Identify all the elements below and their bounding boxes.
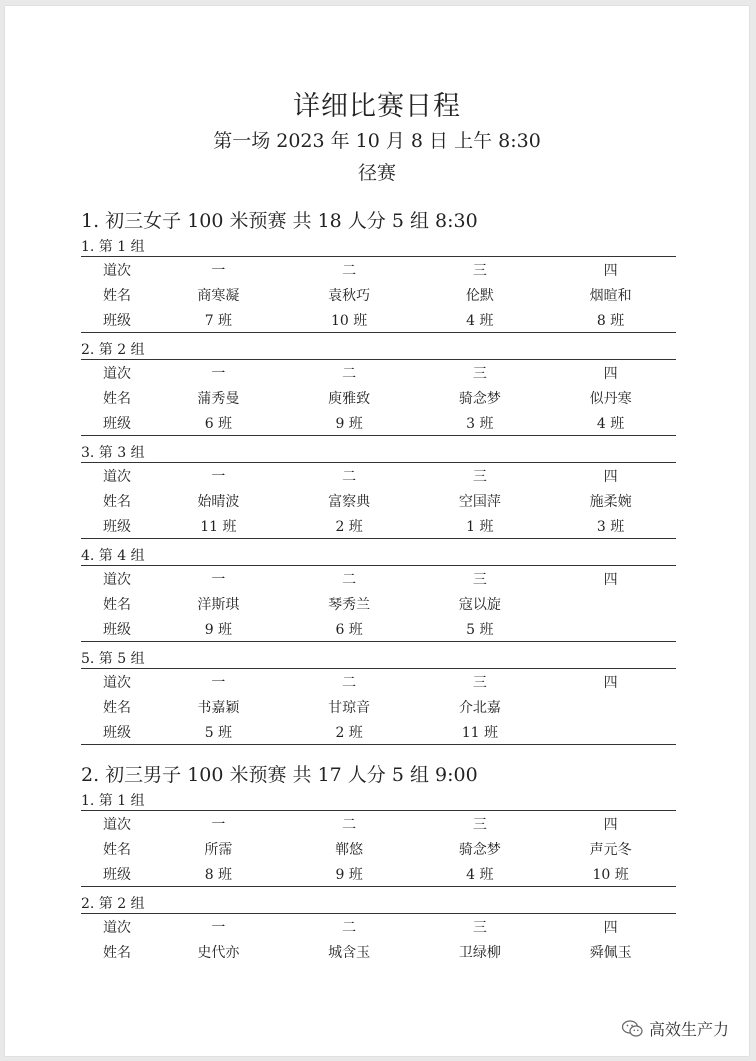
table-cell: 琴秀兰 — [328, 596, 371, 613]
table-cell: 二 — [342, 468, 357, 485]
table-cell: 四 — [603, 919, 618, 936]
table-cell: 甘琼音 — [328, 699, 371, 716]
row-label: 姓名 — [103, 944, 131, 961]
table-cell: 11 班 — [200, 518, 237, 535]
table-cell: 二 — [342, 571, 357, 588]
heat-group — [81, 444, 676, 539]
table-cell: 三 — [472, 365, 487, 382]
table-cell: 商寒凝 — [197, 287, 240, 304]
row-label: 班级 — [103, 518, 131, 535]
group-label: 5. 第 5 组 — [81, 651, 145, 667]
row-label: 班级 — [103, 866, 131, 883]
table-cell: 一 — [211, 365, 226, 382]
table-cell: 二 — [342, 365, 357, 382]
lane-row — [81, 257, 676, 283]
table-cell: 伦默 — [465, 287, 494, 304]
class-row — [81, 410, 676, 436]
table-cell: 8 班 — [204, 866, 233, 883]
watermark-text: 高效生产力 — [648, 1020, 729, 1039]
table-cell: 三 — [472, 816, 487, 833]
table-cell — [545, 616, 676, 642]
heat-table — [81, 913, 676, 964]
table-cell: 4 班 — [466, 866, 494, 883]
name-row — [81, 836, 676, 861]
table-cell: 骑念梦 — [458, 390, 501, 407]
table-cell: 3 班 — [466, 415, 494, 432]
event-title: 1. 初三女子 100 米预赛 共 18 人分 5 组 8:30 — [81, 210, 478, 232]
table-cell: 11 班 — [461, 724, 498, 741]
group-label: 3. 第 3 组 — [81, 445, 145, 461]
lane-row — [81, 811, 676, 837]
table-cell: 1 班 — [466, 518, 494, 535]
class-row — [81, 719, 676, 745]
table-cell: 四 — [603, 674, 618, 691]
table-cell — [545, 591, 676, 616]
table-cell: 一 — [211, 674, 226, 691]
lane-row — [81, 566, 676, 592]
table-cell: 施柔婉 — [589, 493, 632, 510]
name-row — [81, 694, 676, 719]
row-label: 道次 — [103, 674, 131, 691]
table-cell: 四 — [603, 571, 618, 588]
table-cell: 城含玉 — [328, 944, 371, 961]
table-cell: 所霈 — [204, 841, 233, 858]
group-label: 2. 第 2 组 — [81, 342, 145, 358]
row-label: 姓名 — [103, 699, 131, 716]
name-row — [81, 385, 676, 410]
heat-table — [81, 668, 676, 745]
row-label: 班级 — [103, 415, 131, 432]
watermark — [621, 1017, 729, 1040]
row-label: 道次 — [103, 262, 131, 279]
table-cell: 介北嘉 — [458, 699, 501, 716]
row-label: 道次 — [103, 571, 131, 588]
table-cell: 袁秋巧 — [328, 287, 371, 304]
table-cell: 一 — [211, 919, 226, 936]
table-cell: 10 班 — [592, 866, 629, 883]
category-heading: 径赛 — [357, 162, 396, 184]
table-cell: 四 — [603, 468, 618, 485]
table-cell: 二 — [342, 816, 357, 833]
heat-table — [81, 256, 676, 333]
table-cell: 空国萍 — [458, 493, 501, 510]
table-cell: 三 — [472, 571, 487, 588]
table-cell: 一 — [211, 571, 226, 588]
class-row — [81, 513, 676, 539]
table-cell: 蒲秀曼 — [197, 390, 240, 407]
table-cell: 庾雅致 — [328, 390, 371, 407]
table-cell: 二 — [342, 674, 357, 691]
table-cell: 三 — [472, 468, 487, 485]
table-cell: 三 — [472, 262, 487, 279]
table-cell: 4 班 — [466, 312, 494, 329]
heat-table — [81, 565, 676, 642]
lane-row — [81, 463, 676, 489]
lane-row — [81, 669, 676, 695]
table-cell: 二 — [342, 919, 357, 936]
row-label: 班级 — [103, 621, 131, 638]
table-cell: 一 — [211, 468, 226, 485]
table-cell: 5 班 — [466, 621, 494, 638]
row-label: 姓名 — [103, 390, 131, 407]
table-cell: 郸悠 — [335, 841, 364, 858]
name-row — [81, 282, 676, 307]
table-cell: 三 — [472, 919, 487, 936]
table-cell: 声元冬 — [589, 841, 632, 858]
table-cell: 9 班 — [204, 621, 233, 638]
table-cell: 四 — [603, 365, 618, 382]
row-label: 道次 — [103, 365, 131, 382]
table-cell: 一 — [211, 262, 226, 279]
document-page — [5, 6, 749, 1056]
row-label: 道次 — [103, 468, 131, 485]
name-row — [81, 591, 676, 616]
table-cell: 骑念梦 — [458, 841, 501, 858]
group-label: 1. 第 1 组 — [81, 793, 145, 809]
table-cell: 洋斯琪 — [197, 596, 240, 613]
group-label: 4. 第 4 组 — [81, 548, 145, 564]
heat-table — [81, 359, 676, 436]
row-label: 班级 — [103, 312, 131, 329]
table-cell: 6 班 — [335, 621, 363, 638]
table-cell: 寇以旋 — [458, 596, 501, 613]
table-cell: 2 班 — [335, 724, 363, 741]
table-cell: 烟暄和 — [589, 287, 632, 304]
row-label: 道次 — [103, 816, 131, 833]
table-cell: 一 — [211, 816, 226, 833]
table-cell: 始晴波 — [197, 493, 240, 510]
table-cell: 8 班 — [596, 312, 625, 329]
table-cell: 三 — [472, 674, 487, 691]
table-cell: 3 班 — [596, 518, 625, 535]
table-cell: 4 班 — [596, 415, 625, 432]
heat-group — [81, 792, 676, 887]
table-cell: 史代亦 — [197, 944, 240, 961]
heat-table — [81, 462, 676, 539]
heat-group — [81, 547, 676, 642]
heat-group — [81, 650, 676, 745]
row-label: 道次 — [103, 919, 131, 936]
table-cell — [545, 694, 676, 719]
event-title: 2. 初三男子 100 米预赛 共 17 人分 5 组 9:00 — [81, 764, 478, 786]
table-cell: 四 — [603, 816, 618, 833]
row-label: 姓名 — [103, 841, 131, 858]
page-title: 详细比赛日程 — [293, 91, 461, 122]
table-cell: 5 班 — [204, 724, 233, 741]
session-info: 第一场 2023 年 10 月 8 日 上午 8:30 — [213, 130, 541, 152]
table-cell: 书嘉颖 — [197, 699, 240, 716]
lane-row — [81, 360, 676, 386]
table-cell: 卫绿柳 — [458, 944, 501, 961]
table-cell: 10 班 — [330, 312, 368, 329]
heat-table — [81, 810, 676, 887]
table-cell — [545, 719, 676, 745]
group-label: 2. 第 2 组 — [81, 896, 145, 912]
wechat-icon — [621, 1020, 643, 1038]
table-cell: 6 班 — [204, 415, 233, 432]
row-label: 姓名 — [103, 287, 131, 304]
row-label: 姓名 — [103, 493, 131, 510]
table-cell: 7 班 — [204, 312, 233, 329]
name-row — [81, 488, 676, 513]
table-cell: 二 — [342, 262, 357, 279]
table-cell: 似丹寒 — [589, 390, 632, 407]
heat-group — [81, 341, 676, 436]
name-row — [81, 939, 676, 964]
row-label: 班级 — [103, 724, 131, 741]
heat-group — [81, 895, 676, 964]
class-row — [81, 861, 676, 887]
class-row — [81, 307, 676, 333]
row-label: 姓名 — [103, 596, 131, 613]
table-cell: 2 班 — [335, 518, 363, 535]
table-cell: 9 班 — [335, 866, 363, 883]
group-label: 1. 第 1 组 — [81, 239, 145, 255]
heat-group — [81, 238, 676, 333]
lane-row — [81, 914, 676, 940]
table-cell: 四 — [603, 262, 618, 279]
class-row — [81, 616, 676, 642]
table-cell: 富察典 — [328, 493, 371, 510]
table-cell: 舜佩玉 — [589, 944, 632, 961]
table-cell: 9 班 — [335, 415, 363, 432]
